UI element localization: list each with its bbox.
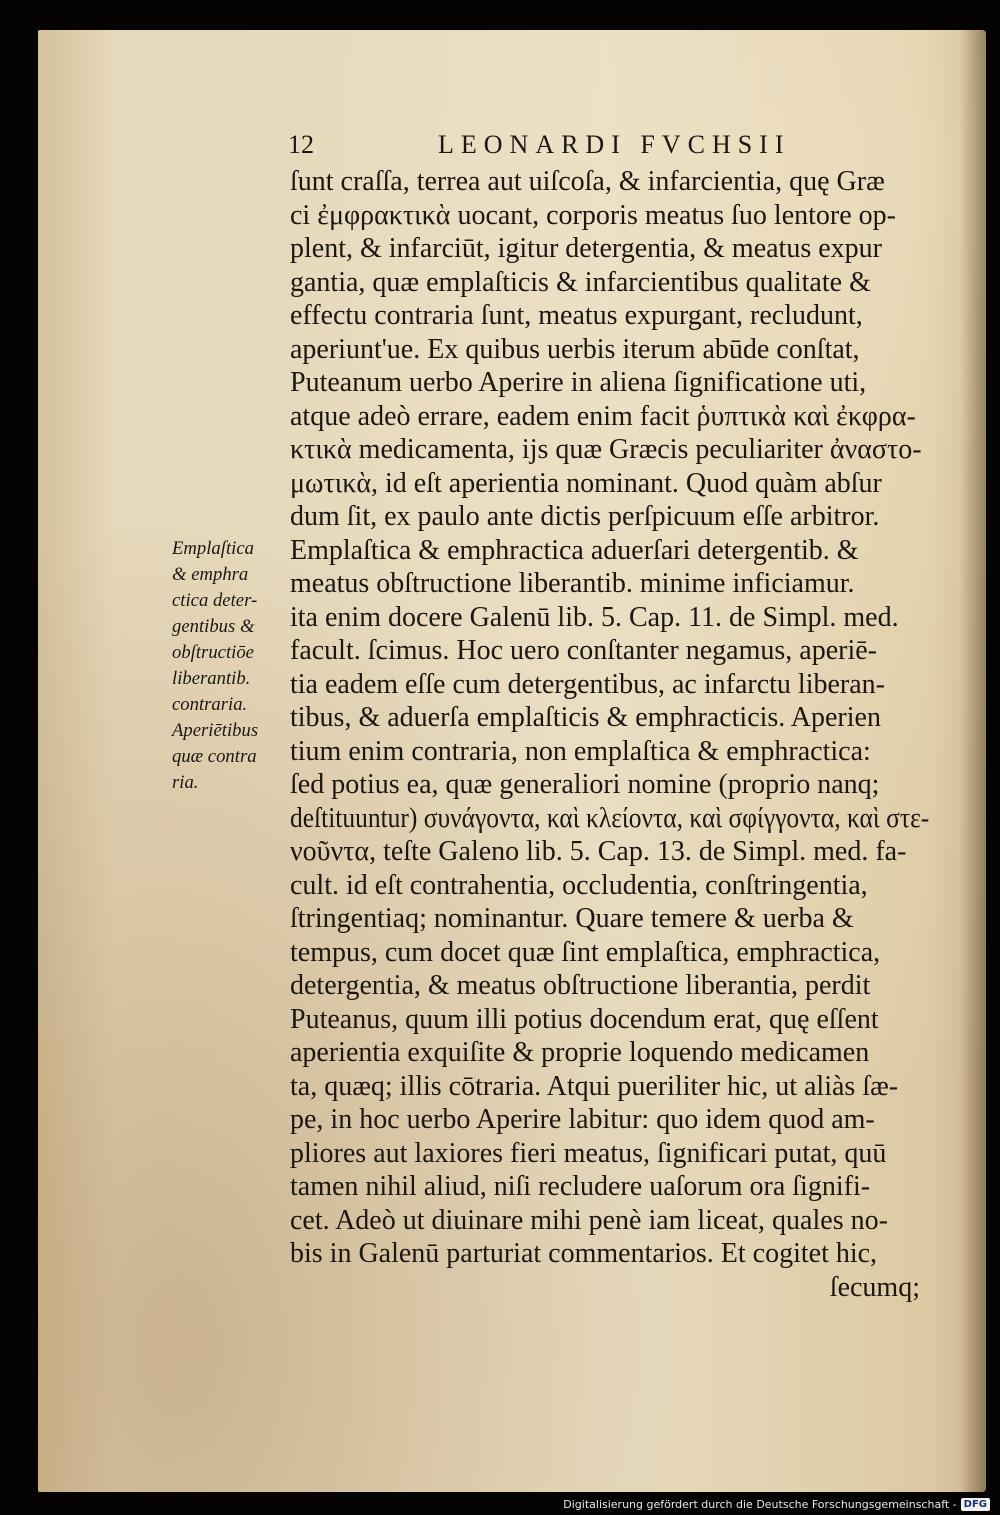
text-line: ſed potius ea, quæ generaliori nomine (proprio nanq; — [290, 769, 880, 800]
text-line: κτικὰ medicamenta, ijs quæ Græcis peculiariter ἀναστο- — [290, 434, 922, 465]
text-line: tium enim contraria, non emplaſtica & emphractica: — [290, 735, 871, 767]
text-line: dum ſit, ex paulo ante dictis perſpicuum eſſe arbitror. — [290, 501, 880, 532]
margin-note-line: liberantib. — [172, 668, 251, 689]
text-line: tamen nihil aliud, niſi recludere uaſorum ora ſignifi- — [290, 1171, 871, 1202]
page-edge-shadow — [960, 30, 986, 1492]
text-line: Emplaſtica & emphractica aduerſari detergentib. & — [290, 534, 859, 566]
text-line: Puteanum uerbo Aperire in aliena ſignificatione uti, — [290, 367, 867, 398]
text-line: ſtringentiaq; nominantur. Quare temere & uerba & — [290, 903, 854, 934]
margin-note-line: & emphra — [172, 564, 249, 585]
running-head: LEONARDI FVCHSII — [438, 130, 791, 159]
text-line: ci ἐμφρακτικὰ uocant, corporis meatus ſuo lentore op- — [290, 199, 896, 231]
text-line: ita enim docere Galenū lib. 5. Cap. 11. de Simpl. med. — [290, 601, 899, 633]
text-line: aperiunt'ue. Ex quibus uerbis iterum abūde conſtat, — [290, 333, 860, 365]
margin-note-line: gentibus & — [172, 616, 255, 637]
text-line: cet. Adeò ut diuinare mihi penè iam liceat, quales no- — [290, 1204, 888, 1236]
text-line: atque adeò errare, eadem enim facit ῥυπτικὰ καὶ ἐκφρα- — [290, 400, 916, 432]
margin-note-line: contraria. — [172, 694, 248, 715]
catchword: ſecumq; — [829, 1271, 920, 1303]
text-line: cult. id eſt contrahentia, occludentia, conſtringentia, — [290, 869, 868, 901]
text-line: detergentia, & meatus obſtructione liberantia, perdit — [290, 970, 871, 1001]
margin-note-line: ctica deter- — [172, 590, 258, 611]
text-line: μωτικὰ, id eſt aperientia nominant. Quod quàm abſur — [290, 467, 882, 499]
body-text — [290, 165, 930, 1304]
text-line: aperientia exquiſite & proprie loquendo medicamen — [290, 1037, 870, 1068]
marginal-note — [172, 536, 288, 796]
text-line: Puteanus, quum illi potius docendum erat, quę eſſent — [290, 1003, 879, 1035]
text-line: effectu contraria ſunt, meatus expurgant, recludunt, — [290, 300, 863, 331]
text-line: gantia, quæ emplaſticis & infarcientibus qualitate & — [290, 266, 871, 298]
page-number: 12 — [288, 130, 314, 159]
page-header — [288, 130, 928, 164]
text-line: tia eadem eſſe cum detergentibus, ac infarctu liberan- — [290, 668, 885, 700]
text-line: pliores aut laxiores fieri meatus, ſignificari putat, quū — [290, 1137, 887, 1169]
text-line: tibus, & aduerſa emplaſticis & emphracticis. Aperien — [290, 702, 881, 733]
text-line: bis in Galenū parturiat commentarios. Et cogitet hic, — [290, 1238, 878, 1269]
text-line: meatus obſtructione liberantib. minime inficiamur. — [290, 568, 855, 599]
text-line: tempus, cum docet quæ ſint emplaſtica, emphractica, — [290, 936, 881, 968]
margin-note-line: Aperiētibus — [172, 720, 259, 741]
margin-note-line: quæ contra — [172, 746, 257, 767]
footer-credit — [563, 1494, 990, 1514]
dfg-logo: DFG — [961, 1498, 990, 1511]
margin-note-line: Emplaſtica — [172, 538, 254, 559]
text-line: deſtituuntur) συνάγοντα, καὶ κλείοντα, καὶ σφίγγοντα, καὶ στε- — [290, 802, 930, 834]
text-line: pe, in hoc uerbo Aperire labitur: quo idem quod am- — [290, 1104, 875, 1135]
text-line: νοῦντα, teſte Galeno lib. 5. Cap. 13. de Simpl. med. fa- — [290, 836, 907, 867]
text-line: ta, quæq; illis cōtraria. Atqui pueriliter hic, ut aliàs ſæ- — [290, 1070, 899, 1102]
margin-note-line: ria. — [172, 772, 199, 793]
text-line: plent, & infarciūt, igitur detergentia, & meatus expur — [290, 233, 882, 264]
margin-note-line: obſtructiōe — [172, 642, 254, 663]
text-line: ſunt craſſa, terrea aut uiſcoſa, & infarcientia, quę Græ — [290, 166, 885, 197]
text-line: facult. ſcimus. Hoc uero conſtanter negamus, aperiē- — [290, 635, 877, 666]
footer-text: Digitalisierung gefördert durch die Deutsche Forschungsgemeinschaft - — [563, 1497, 957, 1511]
